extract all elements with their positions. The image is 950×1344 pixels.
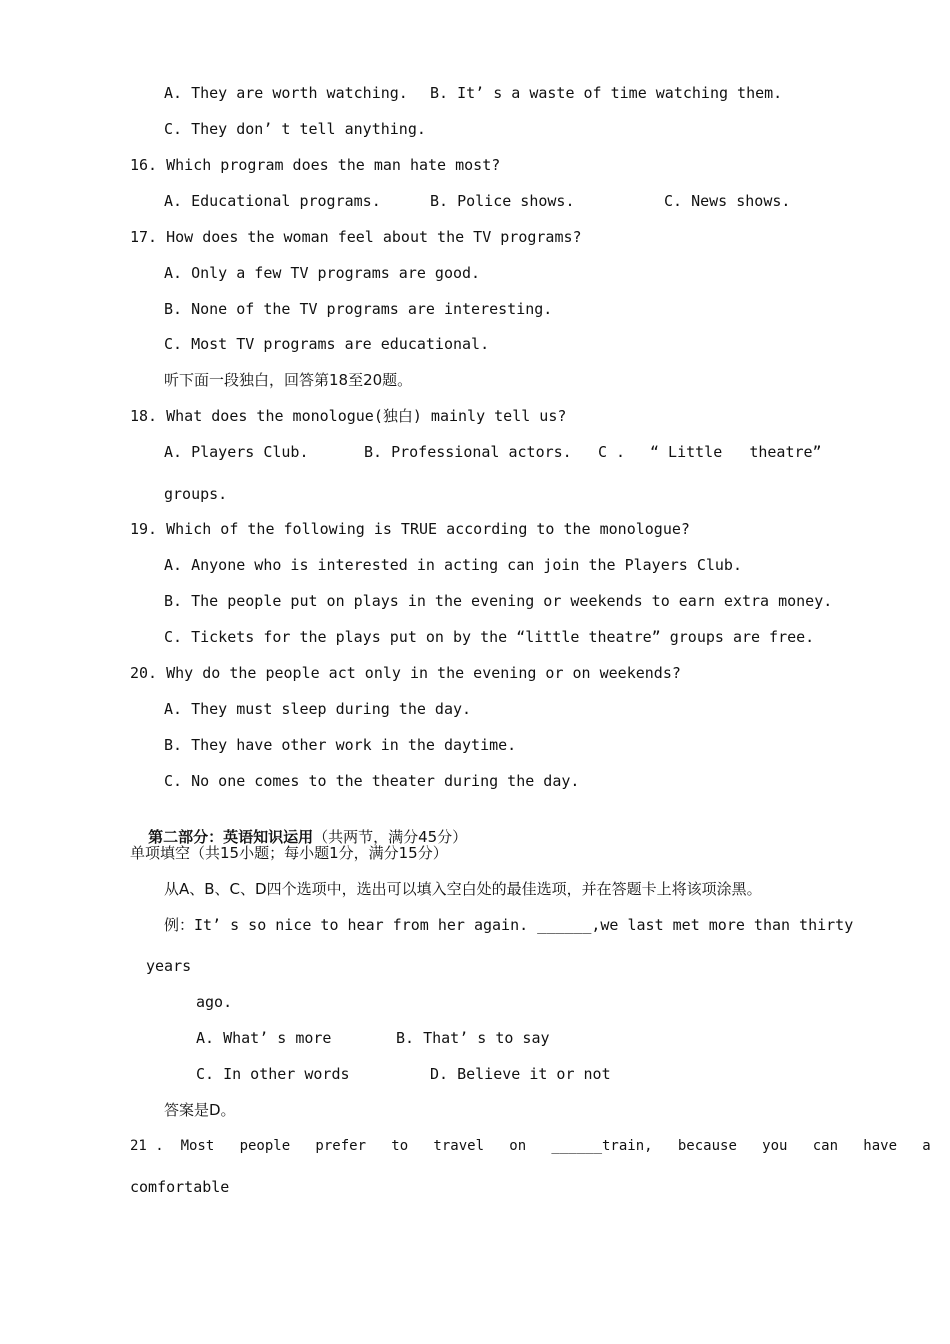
q19-option-c: C. Tickets for the plays put on by the “little theatre” groups are free.: [164, 628, 815, 646]
q18-option-b: B. Professional actors.: [364, 443, 572, 461]
example-answer: 答案是D。: [164, 1101, 236, 1119]
part-two-title: 第二部分：英语知识运用: [148, 828, 314, 846]
example-option-c: C. In other words: [196, 1065, 350, 1083]
q20-option-b: B. They have other work in the daytime.: [164, 736, 517, 754]
q20-option-c: C. No one comes to the theater during the day.: [164, 772, 580, 790]
q16-option-c: C. News shows.: [664, 192, 791, 210]
q16-option-a: A. Educational programs.: [164, 192, 381, 210]
q21-stem-line2: comfortable: [130, 1178, 230, 1196]
q19-option-b: B. The people put on plays in the evening or weekends to earn extra money.: [164, 592, 833, 610]
example-option-d: D. Believe it or not: [430, 1065, 611, 1083]
q16-option-b: B. Police shows.: [430, 192, 575, 210]
part-two-heading: [130, 807, 467, 847]
q18-option-a: A. Players Club.: [164, 443, 309, 461]
section-heading: 单项填空（共15小题；每小题1分，满分15分）: [130, 844, 448, 862]
q15-option-a: A. They are worth watching.: [164, 84, 408, 102]
q16-stem: 16. Which program does the man hate most?: [130, 156, 501, 174]
example-stem-line1: 例：It’ s so nice to hear from her again. ______,we last met more than thirty: [164, 916, 854, 934]
section-instruction: 从A、B、C、D四个选项中，选出可以填入空白处的最佳选项，并在答题卡上将该项涂黑。: [164, 880, 762, 898]
q19-stem: 19. Which of the following is TRUE according to the monologue?: [130, 520, 690, 538]
q19-option-a: A. Anyone who is interested in acting can join the Players Club.: [164, 556, 742, 574]
q18-option-c-label: C .: [598, 443, 626, 461]
q20-stem: 20. Why do the people act only in the evening or on weekends?: [130, 664, 681, 682]
example-stem-line3: ago.: [196, 993, 233, 1011]
q17-option-b: B. None of the TV programs are interesting.: [164, 300, 553, 318]
q18-stem: 18. What does the monologue(独白) mainly tell us?: [130, 407, 567, 425]
q21-stem-line1: 21 . Most people prefer to travel on ______train, because you can have a: [130, 1138, 931, 1154]
q17-option-a: A. Only a few TV programs are good.: [164, 264, 481, 282]
q17-stem: 17. How does the woman feel about the TV programs?: [130, 228, 582, 246]
q20-option-a: A. They must sleep during the day.: [164, 700, 472, 718]
q15-option-c: C. They don’ t tell anything.: [164, 120, 426, 138]
example-option-a: A. What’ s more: [196, 1029, 332, 1047]
example-option-b: B. That’ s to say: [396, 1029, 550, 1047]
q15-option-b: B. It’ s a waste of time watching them.: [430, 84, 783, 102]
monologue-instruction: 听下面一段独白，回答第18至20题。: [164, 371, 413, 389]
part-two-score: （共两节，满分45分）: [313, 828, 468, 846]
example-stem-line2: years: [146, 957, 192, 975]
q18-option-c-text: “ Little theatre”: [650, 443, 822, 461]
q18-option-c-continuation: groups.: [164, 485, 228, 503]
q17-option-c: C. Most TV programs are educational.: [164, 335, 490, 353]
